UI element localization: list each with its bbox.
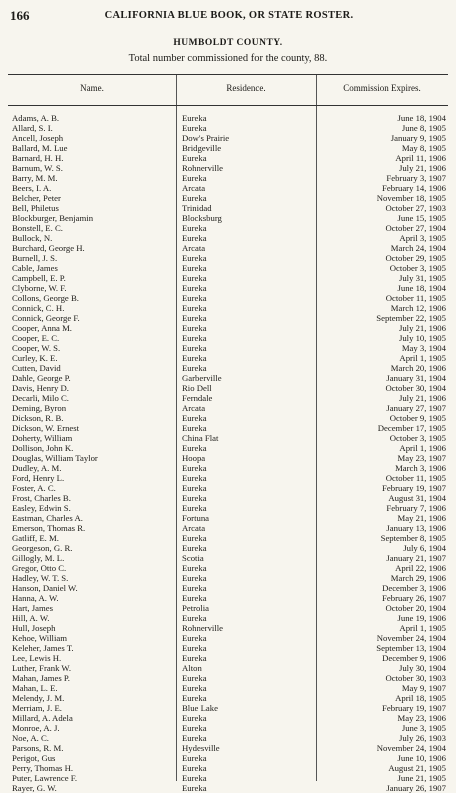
row-residence: Eureka [182, 333, 207, 343]
row-name: Lee, Lewis H. [12, 653, 62, 663]
row-name: Cooper, Anna M. [12, 323, 72, 333]
row-name: Dickson, W. Ernest [12, 423, 80, 433]
row-name: Mahan, L. E. [12, 683, 58, 693]
table-row [8, 723, 448, 733]
table-row [8, 313, 448, 323]
table-row [8, 493, 448, 503]
row-name: Georgeson, G. R. [12, 543, 73, 553]
row-expires: January 31, 1904 [386, 373, 446, 383]
row-expires: November 18, 1905 [376, 193, 446, 203]
row-expires: October 9, 1905 [389, 413, 446, 423]
row-expires: March 3, 1906 [395, 463, 446, 473]
row-name: Millard, A. Adela [12, 713, 73, 723]
row-name: Adams, A. B. [12, 113, 60, 123]
table-row [8, 233, 448, 243]
row-name: Ancell, Joseph [12, 133, 64, 143]
table-row [8, 543, 448, 553]
row-expires: April 1, 1905 [399, 353, 446, 363]
row-residence: Eureka [182, 263, 207, 273]
row-name: Mahan, James P. [12, 673, 70, 683]
row-expires: October 20, 1904 [385, 603, 446, 613]
row-name: Davis, Henry D. [12, 383, 69, 393]
row-expires: July 31, 1905 [398, 273, 446, 283]
row-expires: January 26, 1907 [386, 783, 446, 793]
table-row [8, 353, 448, 363]
page-number: 166 [10, 8, 30, 23]
row-expires: December 3, 1906 [382, 583, 446, 593]
row-name: Connick, George F. [12, 313, 80, 323]
table-row [8, 613, 448, 623]
row-residence: Eureka [182, 763, 207, 773]
row-expires: April 11, 1906 [395, 153, 446, 163]
row-expires: November 24, 1904 [376, 633, 446, 643]
row-residence: Rohnerville [182, 163, 224, 173]
row-residence: Arcata [182, 243, 206, 253]
row-residence: Hydesville [182, 743, 220, 753]
row-name: Deming, Byron [12, 403, 67, 413]
table-row [8, 623, 448, 633]
table-row [8, 173, 448, 183]
row-residence: Blue Lake [182, 703, 218, 713]
table-row [8, 513, 448, 523]
row-expires: December 17, 1905 [377, 423, 446, 433]
row-residence: Eureka [182, 673, 207, 683]
row-expires: July 10, 1905 [398, 333, 446, 343]
row-expires: February 14, 1906 [382, 183, 446, 193]
row-expires: July 26, 1903 [398, 733, 446, 743]
row-expires: June 19, 1906 [397, 613, 446, 623]
row-residence: Bridgeville [182, 143, 222, 153]
column-header-expires: Commission Expires. [343, 83, 421, 93]
table-row [8, 713, 448, 723]
table-row [8, 673, 448, 683]
row-name: Bonstell, E. C. [12, 223, 63, 233]
row-expires: October 27, 1903 [385, 203, 446, 213]
row-expires: July 30, 1904 [398, 663, 446, 673]
row-name: Curley, K. E. [12, 353, 58, 363]
row-expires: June 8, 1905 [401, 123, 446, 133]
row-residence: Arcata [182, 523, 206, 533]
row-residence: Rohnerville [182, 623, 224, 633]
row-residence: Eureka [182, 503, 207, 513]
table-row [8, 523, 448, 533]
row-expires: August 31, 1904 [388, 493, 446, 503]
table-row [8, 133, 448, 143]
table-row [8, 653, 448, 663]
row-expires: February 26, 1907 [382, 593, 446, 603]
table-row [8, 413, 448, 423]
table-row [8, 203, 448, 213]
row-residence: Eureka [182, 193, 207, 203]
row-name: Bullock, N. [12, 233, 53, 243]
table-row [8, 283, 448, 293]
row-expires: October 30, 1904 [385, 383, 446, 393]
row-name: Connick, C. H. [12, 303, 65, 313]
table-row [8, 773, 448, 783]
table-row [8, 503, 448, 513]
table-row [8, 403, 448, 413]
table-row [8, 153, 448, 163]
row-expires: June 18, 1904 [397, 113, 446, 123]
table-row [8, 663, 448, 673]
row-residence: Eureka [182, 233, 207, 243]
row-expires: July 6, 1904 [403, 543, 446, 553]
row-name: Merriam, J. E. [12, 703, 62, 713]
row-residence: Petrolia [182, 603, 210, 613]
row-name: Beers, I. A. [12, 183, 52, 193]
row-residence: Dow's Prairie [182, 133, 230, 143]
table-row [8, 373, 448, 383]
row-expires: January 21, 1907 [386, 553, 446, 563]
row-expires: January 9, 1905 [390, 133, 446, 143]
row-expires: August 21, 1905 [388, 763, 446, 773]
row-residence: Fortuna [182, 513, 210, 523]
row-residence: Scotia [182, 553, 204, 563]
row-name: Blockburger, Benjamin [12, 213, 94, 223]
row-name: Hill, A. W. [12, 613, 50, 623]
row-name: Frost, Charles B. [12, 493, 71, 503]
table-row [8, 303, 448, 313]
row-name: Barnard, H. H. [12, 153, 64, 163]
row-expires: May 23, 1907 [397, 453, 446, 463]
table-row [8, 273, 448, 283]
row-name: Collons, George B. [12, 293, 79, 303]
row-expires: January 13, 1906 [386, 523, 446, 533]
row-residence: Eureka [182, 723, 207, 733]
table-row [8, 593, 448, 603]
row-name: Eastman, Charles A. [12, 513, 83, 523]
row-residence: Eureka [182, 173, 207, 183]
table-row [8, 603, 448, 613]
table-row [8, 553, 448, 563]
row-name: Ballard, M. Lue [12, 143, 68, 153]
row-residence: Arcata [182, 403, 206, 413]
row-expires: April 1, 1905 [399, 623, 446, 633]
row-name: Doherty, William [12, 433, 73, 443]
row-residence: Eureka [182, 273, 207, 283]
row-expires: April 1, 1906 [399, 443, 446, 453]
row-residence: Eureka [182, 593, 207, 603]
row-name: Cooper, E. C. [12, 333, 60, 343]
row-name: Rayer, G. W. [12, 783, 57, 793]
table-row [8, 703, 448, 713]
column-header-name: Name. [80, 83, 104, 93]
row-residence: Eureka [182, 733, 207, 743]
row-residence: Blocksburg [182, 213, 222, 223]
table-row [8, 583, 448, 593]
row-residence: Eureka [182, 153, 207, 163]
county-heading: HUMBOLDT COUNTY. [173, 38, 283, 48]
row-residence: Eureka [182, 123, 207, 133]
table-row [8, 183, 448, 193]
row-name: Puter, Lawrence F. [12, 773, 78, 783]
row-name: Gatliff, E. M. [12, 533, 59, 543]
table-row [8, 163, 448, 173]
row-name: Hanna, A. W. [12, 593, 59, 603]
row-name: Noe, A. C. [12, 733, 49, 743]
row-residence: Eureka [182, 463, 207, 473]
row-name: Easley, Edwin S. [12, 503, 71, 513]
row-expires: April 18, 1905 [395, 693, 446, 703]
row-residence: Arcata [182, 183, 206, 193]
table-row [8, 743, 448, 753]
row-name: Burchard, George H. [12, 243, 85, 253]
table-row [8, 113, 448, 123]
row-name: Melendy, J. M. [12, 693, 65, 703]
row-name: Allard, S. I. [12, 123, 53, 133]
table-row [8, 333, 448, 343]
table-row [8, 573, 448, 583]
row-name: Dahle, George P. [12, 373, 71, 383]
row-expires: September 8, 1905 [380, 533, 446, 543]
table-row [8, 253, 448, 263]
row-residence: Eureka [182, 683, 207, 693]
row-name: Dickson, R. B. [12, 413, 64, 423]
row-name: Cable, James [12, 263, 58, 273]
row-residence: Eureka [182, 353, 207, 363]
row-residence: China Flat [182, 433, 219, 443]
total-commissioned: Total number commissioned for the county, 88. [128, 53, 328, 64]
row-expires: February 19, 1907 [382, 483, 446, 493]
row-residence: Eureka [182, 613, 207, 623]
table-row [8, 643, 448, 653]
table-row [8, 293, 448, 303]
table-row [8, 213, 448, 223]
table-row [8, 733, 448, 743]
row-name: Ford, Henry L. [12, 473, 65, 483]
table-row [8, 753, 448, 763]
row-residence: Eureka [182, 753, 207, 763]
row-residence: Eureka [182, 423, 207, 433]
row-expires: September 22, 1905 [376, 313, 446, 323]
row-residence: Garberville [182, 373, 222, 383]
table-row [8, 633, 448, 643]
row-residence: Eureka [182, 713, 207, 723]
row-name: Perry, Thomas H. [12, 763, 74, 773]
table-row [8, 243, 448, 253]
row-expires: November 24, 1904 [376, 743, 446, 753]
row-name: Burnell, J. S. [12, 253, 58, 263]
row-name: Hadley, W. T. S. [12, 573, 69, 583]
row-name: Douglas, William Taylor [12, 453, 98, 463]
row-name: Hart, James [12, 603, 54, 613]
row-expires: October 11, 1905 [385, 473, 446, 483]
row-expires: May 23, 1906 [397, 713, 446, 723]
table-row [8, 343, 448, 353]
running-title: CALIFORNIA BLUE BOOK, OR STATE ROSTER. [104, 10, 354, 21]
table-row [8, 473, 448, 483]
row-name: Decarli, Milo C. [12, 393, 69, 403]
row-name: Dudley, A. M. [12, 463, 62, 473]
row-residence: Eureka [182, 253, 207, 263]
row-expires: March 12, 1906 [390, 303, 446, 313]
row-expires: October 3, 1905 [389, 433, 446, 443]
row-residence: Eureka [182, 473, 207, 483]
row-name: Belcher, Peter [12, 193, 61, 203]
row-expires: February 7, 1906 [386, 503, 446, 513]
row-name: Gillogly, M. L. [12, 553, 65, 563]
row-residence: Eureka [182, 493, 207, 503]
row-expires: February 3, 1907 [386, 173, 446, 183]
row-expires: June 3, 1905 [401, 723, 446, 733]
table-body [8, 113, 448, 793]
table-row [8, 443, 448, 453]
row-expires: October 27, 1904 [385, 223, 446, 233]
row-expires: June 15, 1905 [397, 213, 446, 223]
row-expires: May 21, 1906 [397, 513, 446, 523]
table-row [8, 763, 448, 773]
row-name: Monroe, A. J. [12, 723, 60, 733]
row-expires: June 21, 1905 [397, 773, 446, 783]
row-residence: Eureka [182, 643, 207, 653]
row-expires: October 11, 1905 [385, 293, 446, 303]
row-residence: Eureka [182, 443, 207, 453]
row-residence: Eureka [182, 583, 207, 593]
table-header [8, 75, 448, 106]
row-name: Perigot, Gus [12, 753, 56, 763]
row-expires: October 3, 1905 [389, 263, 446, 273]
table-row [8, 263, 448, 273]
row-residence: Eureka [182, 693, 207, 703]
row-expires: May 9, 1907 [401, 683, 446, 693]
row-expires: September 13, 1904 [376, 643, 446, 653]
row-residence: Eureka [182, 413, 207, 423]
table-row [8, 693, 448, 703]
row-name: Cooper, W. S. [12, 343, 61, 353]
row-residence: Eureka [182, 293, 207, 303]
table-row [8, 683, 448, 693]
row-name: Cutten, David [12, 363, 61, 373]
row-name: Campbell, E. P. [12, 273, 66, 283]
row-residence: Eureka [182, 303, 207, 313]
table-row [8, 393, 448, 403]
row-expires: May 8, 1905 [401, 143, 446, 153]
row-expires: May 3, 1904 [401, 343, 446, 353]
row-expires: March 24, 1904 [390, 243, 446, 253]
table-row [8, 533, 448, 543]
table-row [8, 383, 448, 393]
table-row [8, 483, 448, 493]
row-name: Foster, A. C. [12, 483, 56, 493]
table-row [8, 433, 448, 443]
row-expires: July 21, 1906 [398, 323, 446, 333]
table-row [8, 143, 448, 153]
row-expires: April 22, 1906 [395, 563, 446, 573]
row-name: Hanson, Daniel W. [12, 583, 78, 593]
table-row [8, 423, 448, 433]
row-name: Bell, Philetus [12, 203, 59, 213]
row-name: Parsons, R. M. [12, 743, 64, 753]
row-residence: Trinidad [182, 203, 212, 213]
table-row [8, 193, 448, 203]
running-header [10, 8, 448, 24]
row-residence: Eureka [182, 343, 207, 353]
row-residence: Ferndale [182, 393, 213, 403]
row-expires: June 10, 1906 [397, 753, 446, 763]
row-expires: April 3, 1905 [399, 233, 446, 243]
row-name: Emerson, Thomas R. [12, 523, 86, 533]
row-name: Hull, Joseph [12, 623, 56, 633]
row-name: Barry, M. M. [12, 173, 58, 183]
row-name: Kehoe, William [12, 633, 67, 643]
table-row [8, 123, 448, 133]
row-expires: January 27, 1907 [386, 403, 446, 413]
table-row [8, 563, 448, 573]
row-expires: March 29, 1906 [390, 573, 446, 583]
row-expires: December 9, 1906 [382, 653, 446, 663]
row-residence: Eureka [182, 633, 207, 643]
row-expires: February 19, 1907 [382, 703, 446, 713]
table-row [8, 453, 448, 463]
row-residence: Eureka [182, 223, 207, 233]
row-expires: March 20, 1906 [390, 363, 446, 373]
row-residence: Eureka [182, 653, 207, 663]
row-expires: October 30, 1903 [385, 673, 446, 683]
commission-table [8, 74, 448, 793]
row-residence: Alton [182, 663, 202, 673]
row-residence: Eureka [182, 313, 207, 323]
row-residence: Eureka [182, 483, 207, 493]
row-residence: Eureka [182, 283, 207, 293]
row-name: Luther, Frank W. [12, 663, 72, 673]
table-row [8, 323, 448, 333]
row-residence: Eureka [182, 773, 207, 783]
row-expires: June 18, 1904 [397, 283, 446, 293]
row-name: Clyborne, W. F. [12, 283, 67, 293]
row-expires: July 21, 1906 [398, 163, 446, 173]
row-name: Barnum, W. S. [12, 163, 63, 173]
row-residence: Eureka [182, 783, 207, 793]
row-residence: Hoopa [182, 453, 206, 463]
row-residence: Eureka [182, 573, 207, 583]
row-name: Dollison, John K. [12, 443, 74, 453]
row-expires: October 29, 1905 [385, 253, 446, 263]
row-residence: Eureka [182, 363, 207, 373]
row-expires: July 21, 1906 [398, 393, 446, 403]
row-name: Gregor, Otto C. [12, 563, 67, 573]
table-row [8, 463, 448, 473]
row-residence: Eureka [182, 563, 207, 573]
row-residence: Eureka [182, 113, 207, 123]
row-residence: Eureka [182, 533, 207, 543]
table-row [8, 223, 448, 233]
table-row [8, 363, 448, 373]
row-residence: Eureka [182, 323, 207, 333]
row-residence: Eureka [182, 543, 207, 553]
row-name: Keleher, James T. [12, 643, 74, 653]
row-residence: Rio Dell [182, 383, 212, 393]
column-header-residence: Residence. [226, 83, 266, 93]
